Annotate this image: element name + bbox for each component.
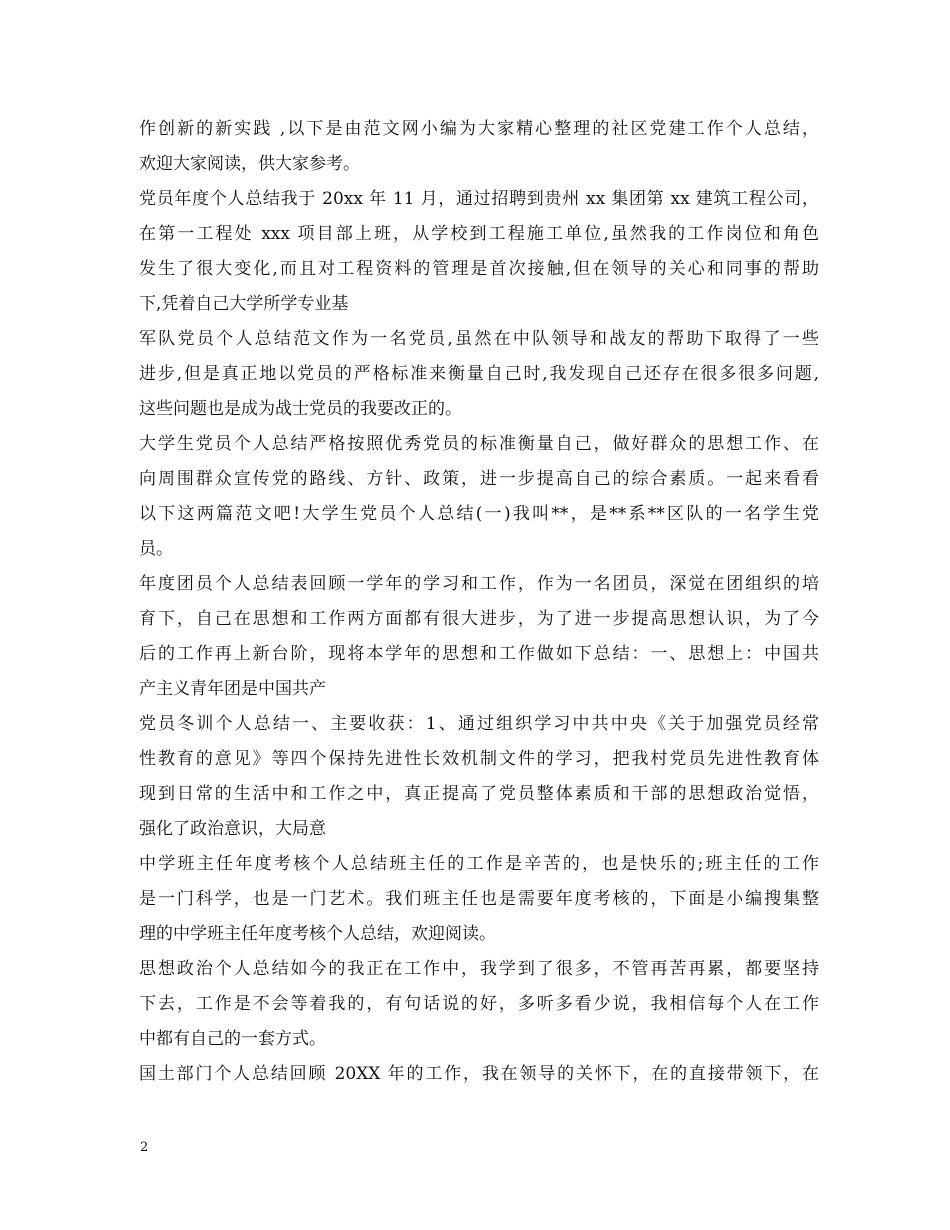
text-line: 中学班主任年度考核个人总结班主任的工作是辛苦的，也是快乐的;班主任的工作 [139,854,819,874]
text-line: 下去，工作是不会等着我的，有句话说的好，多听多看少说，我相信每个人在工作 [139,994,819,1014]
text-line: 在第一工程处 xxx 项目部上班，从学校到工程施工单位,虽然我的工作岗位和角色 [139,224,819,244]
text-line: 党员冬训个人总结一、主要收获：1、通过组织学习中共中央《关于加强党员经常 [139,714,819,734]
text-line: 军队党员个人总结范文作为一名党员,虽然在中队领导和战友的帮助下取得了一些 [139,329,819,349]
text-line: 理的中学班主任年度考核个人总结，欢迎阅读。 [139,924,496,944]
text-line: 中都有自己的一套方式。 [139,1029,326,1049]
page-number: 2 [140,1140,149,1155]
text-line: 国土部门个人总结回顾 20XX 年的工作，我在领导的关怀下，在的直接带领下，在 [139,1064,819,1084]
text-line: 作创新的新实践 ,以下是由范文网小编为大家精心整理的社区党建工作个人总结， [139,119,819,139]
text-line: 员。 [139,539,173,559]
text-line: 大学生党员个人总结严格按照优秀党员的标准衡量自己，做好群众的思想工作、在 [139,434,819,454]
text-line: 强化了政治意识，大局意 [139,819,326,839]
text-line: 后的工作再上新台阶，现将本学年的思想和工作做如下总结：一、思想上：中国共 [139,644,819,664]
text-line: 性教育的意见》等四个保持先进性长效机制文件的学习，把我村党员先进性教育体 [139,749,819,769]
text-line: 育下，自己在思想和工作两方面都有很大进步，为了进一步提高思想认识，为了今 [139,609,819,629]
text-line: 下,凭着自己大学所学专业基 [139,294,349,314]
text-line: 是一门科学，也是一门艺术。我们班主任也是需要年度考核的，下面是小编搜集整 [139,889,819,909]
text-line: 年度团员个人总结表回顾一学年的学习和工作，作为一名团员，深觉在团组织的培 [139,574,819,594]
text-line: 欢迎大家阅读，供大家参考。 [139,154,360,174]
text-line: 发生了很大变化,而且对工程资料的管理是首次接触,但在领导的关心和同事的帮助 [139,259,819,279]
text-line: 思想政治个人总结如今的我正在工作中，我学到了很多，不管再苦再累，都要坚持 [139,959,819,979]
text-line: 现到日常的生活中和工作之中，真正提高了党员整体素质和干部的思想政治觉悟， [139,784,819,804]
text-line: 党员年度个人总结我于 20xx 年 11 月，通过招聘到贵州 xx 集团第 xx 建筑工程公司， [139,189,819,209]
body-text [139,112,819,1092]
text-line: 以下这两篇范文吧!大学生党员个人总结(一)我叫**，是**系**区队的一名学生党 [139,504,819,524]
text-line: 产主义青年团是中国共产 [139,679,326,699]
text-line: 向周围群众宣传党的路线、方针、政策，进一步提高自己的综合素质。一起来看看 [139,469,819,489]
text-line: 这些问题也是成为战士党员的我要改正的。 [139,399,462,419]
text-line: 进步,但是真正地以党员的严格标准来衡量自己时,我发现自己还存在很多很多问题, [139,364,819,384]
